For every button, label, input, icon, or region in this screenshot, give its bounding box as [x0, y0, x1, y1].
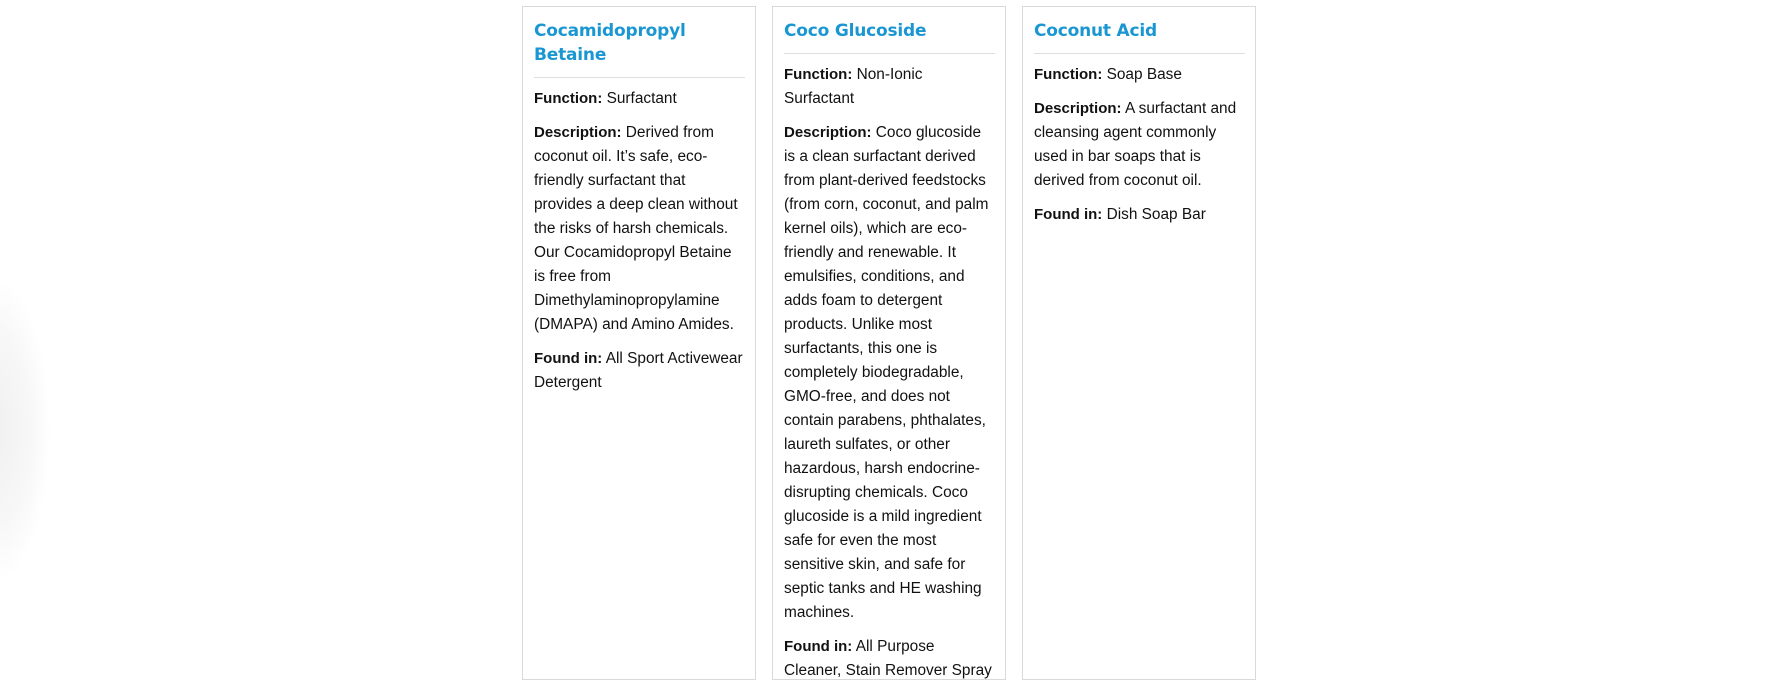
description-value: A surfactant and cleansing agent commonly used in bar soaps that is derived from coconut oil.	[1034, 100, 1237, 189]
function-value: Non-Ionic Surfactant	[784, 66, 923, 107]
found-in-value: Dish Soap Bar	[1106, 206, 1206, 223]
found-in-value: All Sport Activewear Detergent	[534, 350, 743, 391]
function-label: Function:	[784, 66, 853, 83]
ingredient-description	[534, 121, 745, 337]
ingredient-function	[784, 63, 995, 111]
ingredient-card-coconut-acid	[1022, 6, 1256, 680]
description-label: Description:	[534, 124, 622, 141]
ingredient-card-coco-glucoside	[772, 6, 1006, 680]
function-label: Function:	[534, 90, 603, 107]
ingredient-title: Cocamidopropyl Betaine	[534, 19, 745, 78]
ingredient-title: Coconut Acid	[1034, 19, 1245, 54]
found-in-label: Found in:	[1034, 206, 1103, 223]
ingredient-cards-row	[522, 6, 1256, 680]
ingredient-card-cocamidopropyl-betaine	[522, 6, 756, 680]
function-value: Soap Base	[1106, 66, 1182, 83]
description-label: Description:	[784, 124, 872, 141]
ingredient-description	[1034, 97, 1245, 193]
function-label: Function:	[1034, 66, 1103, 83]
ingredient-found-in	[534, 347, 745, 395]
found-in-label: Found in:	[784, 638, 853, 655]
description-label: Description:	[1034, 100, 1122, 117]
ingredient-found-in	[784, 635, 995, 683]
found-in-value: All Purpose Cleaner, Stain Remover Spray	[784, 638, 992, 679]
ingredient-function	[1034, 63, 1245, 87]
ingredient-title: Coco Glucoside	[784, 19, 995, 54]
description-value: Coco glucoside is a clean surfactant derived from plant-derived feedstocks (from corn, coconut, and palm kernel oils), which are eco-friendly and renewable. It emulsifies, conditions, and adds foam to detergent products. Unlike most surfactants, this one is completely biodegradable, GMO-free, and does not contain parabens, phthalates, laureth sulfates, or other hazardous, harsh endocrine-disrupting chemicals. Coco glucoside is a mild ingredient safe for even the most sensitive skin, and safe for septic tanks and HE washing machines.	[784, 124, 989, 621]
function-value: Surfactant	[606, 90, 677, 107]
left-edge-shadow	[0, 280, 50, 580]
ingredient-description	[784, 121, 995, 625]
ingredient-found-in	[1034, 203, 1245, 227]
ingredient-function	[534, 87, 745, 111]
found-in-label: Found in:	[534, 350, 603, 367]
description-value: Derived from coconut oil. It’s safe, eco-friendly surfactant that provides a deep clean without the risks of harsh chemicals. Our Cocamidopropyl Betaine is free from Dimethylaminopropylamine (DMAPA) and Amino Amides.	[534, 124, 738, 333]
